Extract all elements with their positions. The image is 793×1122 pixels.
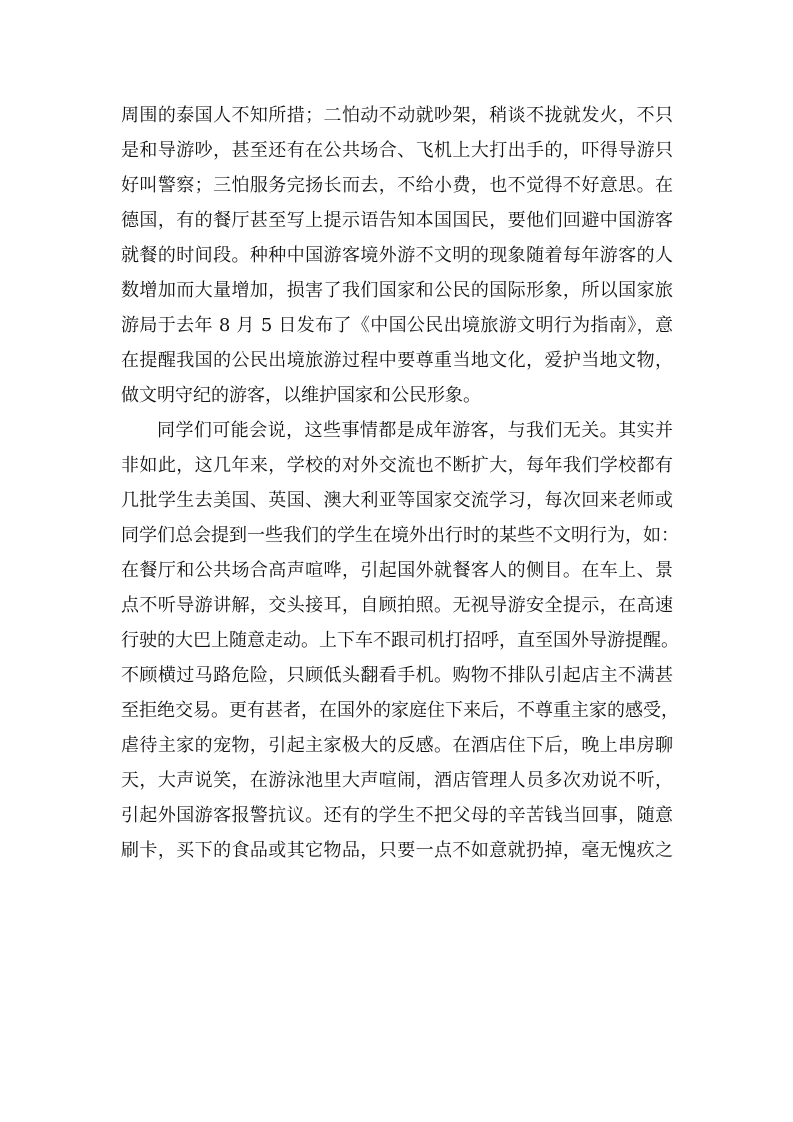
text-line: 在餐厅和公共场合高声喧哗，引起国外就餐客人的侧目。在车上、景 [121,560,673,581]
text-line: 数增加而大量增加，损害了我们国家和公民的国际形象，所以国家旅 [121,280,673,301]
text-line: 点不听导游讲解，交头接耳，自顾拍照。无视导游安全提示，在高速 [121,595,673,616]
text-line: 行驶的大巴上随意走动。上下车不跟司机打招呼，直至国外导游提醒。 [121,630,679,651]
text-line: 同学们总会提到一些我们的学生在境外出行时的某些不文明行为，如： [121,525,679,546]
paragraph-2 [121,413,679,868]
text-line: 非如此，这几年来，学校的对外交流也不断扩大，每年我们学校都有 [121,455,673,476]
text-line: 至拒绝交易。更有甚者，在国外的家庭住下来后，不尊重主家的感受， [121,700,679,721]
text-line: 刷卡，买下的食品或其它物品，只要一点不如意就扔掉，毫无愧疚之 [121,840,673,861]
text-line: 游局于去年 8 月 5 日发布了《中国公民出境旅游文明行为指南》，意 [121,315,673,336]
paragraph-1 [121,98,673,413]
text-line: 是和导游吵，甚至还有在公共场合、飞机上大打出手的，吓得导游只 [121,140,673,161]
text-line: 几批学生去美国、英国、澳大利亚等国家交流学习，每次回来老师或 [121,490,673,511]
text-line: 在提醒我国的公民出境旅游过程中要尊重当地文化，爱护当地文物， [121,350,673,371]
text-line: 不顾横过马路危险，只顾低头翻看手机。购物不排队引起店主不满甚 [121,665,673,686]
text-line: 同学们可能会说，这些事情都是成年游客，与我们无关。其实并 [157,420,673,441]
text-line: 虐待主家的宠物，引起主家极大的反感。在酒店住下后，晚上串房聊 [121,735,673,756]
text-line: 天，大声说笑，在游泳池里大声喧闹，酒店管理人员多次劝说不听， [121,770,673,791]
text-line: 好叫警察；三怕服务完扬长而去，不给小费，也不觉得不好意思。在 [121,175,673,196]
document-body [121,98,679,868]
text-line: 引起外国游客报警抗议。还有的学生不把父母的辛苦钱当回事，随意 [121,805,673,826]
text-line: 周围的泰国人不知所措；二怕动不动就吵架，稍谈不拢就发火，不只 [121,105,673,126]
text-line: 德国，有的餐厅甚至写上提示语告知本国国民，要他们回避中国游客 [121,210,673,231]
text-line: 就餐的时间段。种种中国游客境外游不文明的现象随着每年游客的人 [121,245,673,266]
text-line: 做文明守纪的游客，以维护国家和公民形象。 [121,385,481,406]
